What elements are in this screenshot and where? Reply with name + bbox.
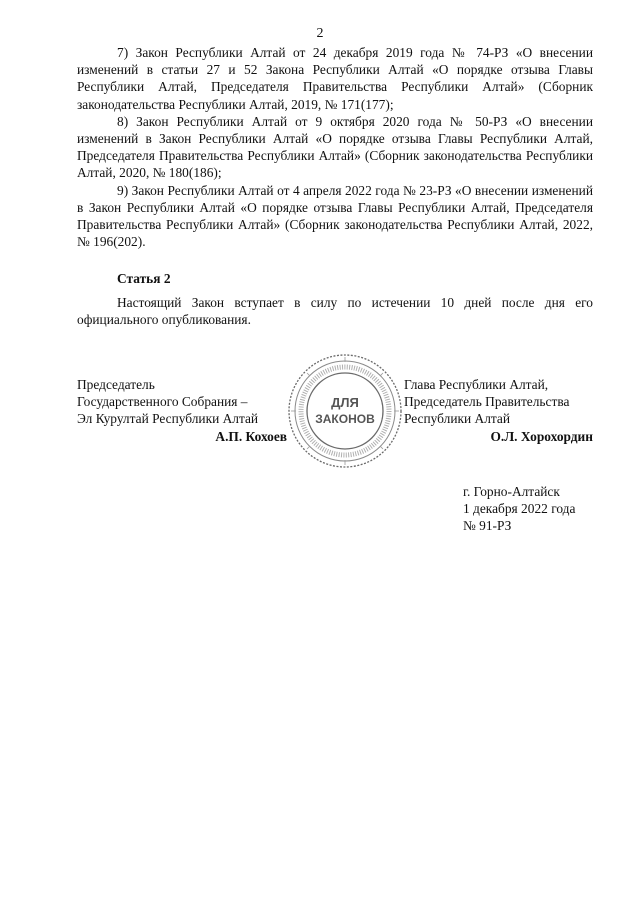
stamp-text-line2: ЗАКОНОВ xyxy=(315,412,375,426)
signature-left-name: А.П. Кохоев xyxy=(215,428,287,444)
signature-right-title-1: Глава Республики Алтай, xyxy=(404,377,549,392)
article-heading: Статья 2 xyxy=(117,271,171,286)
signature-right-title-3: Республики Алтай xyxy=(404,411,511,427)
signature-left-title-3: Эл Курултай Республики Алтай xyxy=(77,411,259,427)
page-number: 2 xyxy=(316,26,324,41)
signature-left-title-1: Председатель xyxy=(77,377,155,392)
stamp-text-line1: ДЛЯ xyxy=(331,395,359,410)
signature-right xyxy=(404,376,593,445)
signature-left xyxy=(77,376,287,445)
law-item-9: 9) Закон Республики Алтай от 4 апреля 2022 года № 23-РЗ «О внесении изменений в Закон Республики Алтай «О порядке отзыва Главы Республики Алтай, Председателя Правительства Республики Алтай» (Сборник законодательства Республики Алтай, 2022, № 196(202). xyxy=(77,182,593,250)
law-item-7: 7) Закон Республики Алтай от 24 декабря 2019 года № 74-РЗ «О внесении изменений в статьи 27 и 52 Закона Республики Алтай «О порядке отзыва Главы Республики Алтай, Председателя Правительства Республики Алтай» (Сборник законодательства Республики Алтай, 2019, № 171(177); xyxy=(77,45,593,112)
seal-stamp-icon xyxy=(286,352,404,470)
city: г. Горно-Алтайск xyxy=(463,484,560,499)
date: 1 декабря 2022 года xyxy=(463,501,576,517)
place-and-date xyxy=(463,483,603,535)
law-item-8: 8) Закон Республики Алтай от 9 октября 2020 года № 50-РЗ «О внесении изменений в Закон Республики Алтай «О порядке отзыва Главы Республики Алтай, Председателя Правительства Республики Алтай» (Сборник законодательства Республики Алтай, 2020, № 180(186); xyxy=(77,113,593,181)
law-number: № 91-РЗ xyxy=(463,518,512,534)
article-text: Настоящий Закон вступает в силу по истечении 10 дней после дня его официального опубликования. xyxy=(77,295,593,328)
signature-right-name: О.Л. Хорохордин xyxy=(490,428,593,444)
signature-right-title-2: Председатель Правительства xyxy=(404,394,570,410)
signature-left-title-2: Государственного Собрания – xyxy=(77,394,248,410)
law-list xyxy=(77,44,593,250)
